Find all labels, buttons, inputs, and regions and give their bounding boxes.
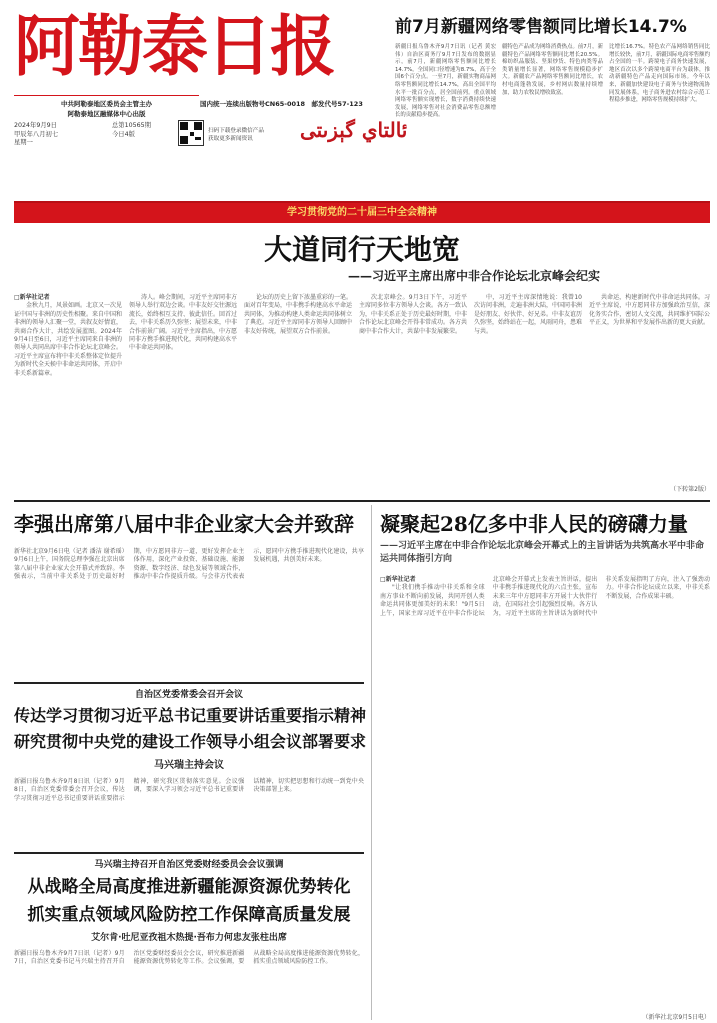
lead-column (474, 294, 582, 494)
lead-paragraph: 中，习近平主席深情地说：我曾10次访问非洲，走遍非洲大陆，中国同非洲是好朋友、好伙伴、好兄弟。中非友谊历久弥坚，始终站在一起，风雨同舟，患难与共。 (474, 294, 583, 335)
article5-kicker: 马兴瑞主持召开自治区党委财经委员会会议强调 (94, 860, 284, 870)
issuer-info: 中共阿勒泰地区委员会主管主办 阿勒泰地区融媒体中心出版 (61, 100, 152, 118)
topic-banner-text: 学习贯彻党的二十届三中全会精神 (287, 207, 437, 218)
uyghur-masthead: ئالتاي گېزىتى (300, 118, 408, 142)
lead-byline: □新华社记者 (14, 294, 50, 301)
article4-headline-line1[interactable]: 传达学习贯彻习近平总书记重要讲话重要指示精神 (14, 706, 367, 725)
article3-subheadline: ——习近平主席在中非合作论坛北京峰会开幕式上的主旨讲话为共筑高水平中非命运共同体指引方向 (380, 541, 705, 564)
section-divider (14, 852, 364, 854)
article3-headline[interactable]: 凝聚起28亿多中非人民的磅礴力量 (380, 512, 688, 536)
article4-kicker: 自治区党委常委会召开会议 (134, 690, 243, 700)
article3-body (380, 576, 710, 1020)
lead-headline[interactable]: 大道同行天地宽 (263, 233, 460, 266)
article2-headline[interactable]: 李强出席第八届中非企业家大会并致辞 (14, 512, 354, 536)
lead-subheadline: ——习近平主席出席中非合作论坛北京峰会纪实 (347, 269, 600, 283)
lead-paragraph: 金秋九月，风景如画。北京又一次见证中国与非洲的历史性相聚。来自中国和非洲的领导人汇聚一堂，共叙友好情谊，共商合作大计，共绘发展蓝图。2024年9月4日至6日，习近平主席同来自非洲的领导人共同出席中非合作论坛北京峰会。习近平主席宣布将中非关系整体定位提升为新时代全天候中非命运共同体，开启中非关系新篇章。 (14, 302, 123, 377)
cn-number: 国内统一连续出版物号CN65-0018 邮发代号57-123 (200, 100, 363, 108)
section-divider (14, 682, 364, 684)
lead-column (129, 294, 237, 494)
article2-body: 新华社北京9月6日电（记者 潘洁 谢希瑶）9月6日上午，国务院总理李强在北京出席第八届中非企业家大会开幕式并致辞。李强表示，当前中非关系处于历史最好时期，中方愿同非方一道，更好发挥企业主体作用，深化产业投资、基础设施、能源资源、数字经济、绿色发展等领域合作，推动中非合作提质升级。与会非方代表表示，愿同中方携手推进现代化建设，共享发展机遇，共创美好未来。 (14, 548, 364, 581)
section-divider (14, 500, 710, 502)
lead-column (244, 294, 352, 494)
top-story-column: 比增长16.7%。特色农产品网络销售同比增长较快，前7月，新疆国际电商零售额约占全国的一半。跨境电子商务快速发展，地区首次以多个跨境电商平台为载体，推动新疆特色产品走向国际市场。今年以来，新疆加快建设电子商务与快递物流协同发展体系，电子商务进农村综合示范工程稳步推进，网络零售规模持续扩大。 (609, 44, 710, 104)
qr-code-icon[interactable] (178, 120, 204, 146)
lead-column (359, 294, 467, 494)
qr-caption: 扫码下载登录微信产品 获取更多新闻资讯 (208, 128, 264, 142)
continued-note: （下转第2版） (670, 486, 710, 493)
article4-host: 马兴瑞主持会议 (154, 760, 224, 771)
issue-number: 总第10565期 今日4版 (112, 122, 151, 138)
article5-body: 新疆日报乌鲁木齐9月7日讯（记者）9月7日，自治区党委书记马兴瑞主持召开自治区党委财经委员会会议，研究推进新疆能源资源优势转化等工作。会议强调，要从战略全局高度推进能源资源优势转化，抓实重点领域风险防控工作。 (14, 950, 364, 966)
article3-paragraph: "让我们携手推动中非关系和全球南方事业不断向前发展，共同开创人类命运共同体更加美好的未来！"9月5日上午，国家主席习近平在中非合作论坛北京峰会开幕式上发表主旨讲话，提出中非携手推进现代化的六点主张，宣布未来三年中方愿同非方开展十大伙伴行动，在国际社会引起强烈反响。各方认为，习近平主席的主旨讲话为新时代中非关系发展指明了方向，注入了强劲动力。中非合作论坛成立以来，中非关系不断发展，合作成果丰硕。 (380, 576, 710, 617)
article4-body: 新疆日报乌鲁木齐9月8日讯（记者）9月8日，自治区党委常委会召开会议，传达学习贯彻习近平总书记重要讲话重要指示精神，研究我区贯彻落实意见。会议强调，要深入学习领会习近平总书记重要讲话精神，切实把思想和行动统一到党中央决策部署上来。 (14, 778, 364, 802)
lead-paragraph: 论坛的历史上留下浓墨重彩的一笔。面对百年变局，中非携手构建高水平命运共同体，为推动构建人类命运共同体树立了典范。习近平主席同非方领导人回顾中非友好传统，展望双方合作前景。 (244, 294, 353, 335)
top-story-column: 新疆日报乌鲁木齐9月7日讯（记者 黄宏伟）自治区商务厅9月7日发布的数据显示，前7月，新疆网络零售额同比增长14.7%，全国同口径增速为8.7%，高于全国6个百分点。一至7月，新疆实物商品网络零售额同比增长14.7%，高出全国平均水平一批百分点，居全国前列。重点领域网络零售额实现增长，数字消费持续快速发展，网络零售对社会消费品零售总额增长的贡献稳步提高。 (395, 44, 496, 119)
article3-byline: □新华社记者 (380, 576, 416, 583)
top-story-body (395, 44, 710, 139)
lead-column (589, 294, 710, 484)
lead-paragraph: 涛人。峰会期间，习近平主席同非方领导人举行双边会谈。中非友好交往源远流长，始终相互支持、彼此信任。回首过去，中非关系历久弥坚；展望未来，中非合作前景广阔。习近平主席指出，中方愿同非方携手推进现代化，共同构建高水平中非命运共同体。 (129, 294, 238, 352)
article5-headline-line1[interactable]: 从战略全局高度推进新疆能源资源优势转化 (27, 877, 351, 897)
header-divider (14, 95, 199, 96)
article4-headline-line2[interactable]: 研究贯彻中央党的建设工作领导小组会议部署要求 (14, 732, 367, 751)
top-story-headline[interactable]: 前7月新疆网络零售额同比增长14.7% (395, 17, 687, 37)
publication-date: 2024年9月9日 甲辰年八月初七 星期一 (14, 122, 59, 146)
top-story-column: 疆特色产品成为网络消费热点。前7月，新疆特色产品网络零售额同比增长20.5%。棉纺织品服装、坚果炒货、特色肉类等品类销量增长显著，网络零售规模稳步扩大。新疆农产品网络零售额同比增长，农村电商蓬勃发展，乡村网店数量持续增加，助力农牧民增收致富。 (502, 44, 603, 96)
source-note: （新华社北京9月5日电） (642, 1014, 710, 1021)
lead-paragraph: 共命运，构建新时代中非命运共同体。习近平主席说，中方愿同非方加强政治互信，深化务实合作，密切人文交流，共同维护国际公平正义，为世界和平发展作出新的更大贡献。 (589, 294, 710, 327)
article5-headline-line2[interactable]: 抓实重点领域风险防控工作保障高质量发展 (27, 905, 351, 925)
lead-paragraph: 次北京峰会。9月3日下午，习近平主席同多位非方领导人会谈。各方一致认为，中非关系正处于历史最好时期，中非合作论坛北京峰会开得非常成功。各方共商中非合作大计，共谋中非发展繁荣。 (359, 294, 468, 335)
masthead-title: 阿勒泰日报 (14, 7, 334, 85)
article5-attendees: 艾尔肯·吐尼亚孜祖木热提·吾布力何忠友张柱出席 (91, 933, 287, 943)
lead-column (14, 294, 122, 494)
column-divider (371, 505, 372, 1020)
